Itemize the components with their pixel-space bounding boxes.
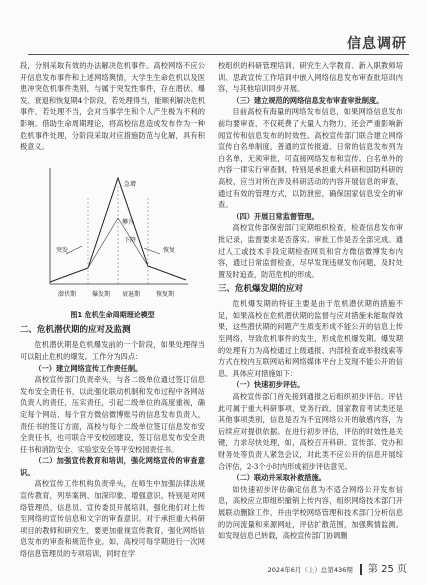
label-decline: 下降 (124, 236, 137, 244)
lifecycle-figure (20, 156, 205, 308)
paragraph: 校组织的科研管理培训、研究生入学教育、新入职教师培训、思政宣传工作培训中嵌入网络信息发布审查批培训内容，与其他培训同步开展。 (218, 61, 403, 94)
issue-info: 2024年6月（上）总第436期 (267, 565, 353, 574)
paragraph: 目前高校有海量的网络发布信息，如果网络信息发布前均要审查，不仅耗费了大量人力物力，还会严重影响新闻宣传和信息发布的时效性。高校宣传部门联合建立网络宣传白名单制度，普通的宣传报道、日常的信息发布列为白名单，无须审批，可直接网络发布和宣传。白名单外的内容一律实行审查制，特别是承担重大科研和国防科研的高校，应当对所在涉及科研活动的内容开展信息的审查，通过有效的管理方式，以防泄密，确保国家信息安全的审查。 (218, 107, 403, 210)
lifecycle-diagram (20, 156, 205, 308)
label-surge: 急增 (124, 180, 137, 188)
arrow (66, 246, 82, 254)
paragraph: 如快速初步评估确定信息为不适合网络公开发布信息，高校应立即组织撤销上传内容，组织网络技术部门开展联动删除工作，并由学校网络管理和技术部门分析信息的访问流量和来源网址，评估扩散范围，加强舆情监测。如发现信息已转载，高校宣传部门协调删 (218, 484, 403, 541)
phase-label: 潜伏期 (58, 290, 77, 298)
left-column (20, 60, 205, 560)
paragraph: 段，分别采取有效的办法解决危机事件。高校网络不应公开信息发布事件和上述网络舆情，大学生生命危机以及医患冲突危机事件类别，与属于突发性事件，存在潜伏、爆发、衰退和恢复期4个阶段，若处理得当，能顺利解决危机事件，若处理不当，会对当事学生和个人产生极为不利的影响。借助生命周期理论，将高校信息造成发布作为一种危机事件处理，分阶段采取对应措施防范与化解，具有积极意义。 (20, 61, 205, 152)
label-recover: 恢复 (163, 246, 176, 254)
paragraph: 高校宣传部门负责牵头，与各二级单位通过签订信息发布安全责任书，以此强化联动机制和发布过程中各网站负责人的责任，压实责任，引起二级单位的高度重视，确定每个网站、每个官方微信微博账号的信息发布负责人，责任书的签订方面，高校与每个二级单位签订信息发布安全责任书，也可联合平安校园建设，签订信息发布安全责任书和消防安全、实验室安全等平安校园责任书。 (20, 375, 205, 454)
paragraph: 高校宣传工作机构负责牵头，在师生中加强法律法规宣传教育，列举案例、加深印象、增强意识。特别是对网络管理员、信息员、宣传委员开展培训，强化他们对上传至网络的宣传信息和文字的审查意识。对于承担重大科研项目的教师和研究生，要更加重视宣传教育，强化网络信息发布的审查和规范作业。如，高校可每学期进行一次网络信息管理员的专项培训，同时在学 (20, 479, 205, 559)
page-number: 第 25 页 (367, 563, 407, 575)
paragraph: 危机爆发期的特征主要是由于危机潜伏期的措施不足，如果高校在危机潜伏期的监督与应对措施未能取得效果，这些潜伏期的问题产生质变形成不能公开的信息上传至网络，导致危机事件的发生，形成危机爆发期。爆发期的处理有力为高校通过上级通报、内部检查或举报线索等方式在校内互联网站和网络媒体平台上发现不能公开的信息。具体应对措施如下： (218, 299, 403, 378)
phase-label: 恢复期 (156, 290, 175, 298)
paragraph: 高校宣传部门首先接到通报之后组织初步评估。评估此可属于重大科研事项、党务行政、国家教育考试类还是其他事项类别，信息是否为不宜网络公开的敏感内容，为后续应对提供依据。在进行初步评估，评估的时效性是关键，力求尽快处理，如，高校召开科研、宣传部、党办和财务处等负责人紧急会议，对此类不应公开的信息开展综合评估，2-3个小时内形成初步评估意见。 (218, 392, 403, 471)
phase-label: 衰退期 (122, 290, 141, 298)
label-outbreak: 突发 (56, 246, 69, 254)
label-grow: 攀升 (122, 218, 135, 226)
footer-divider (360, 564, 362, 575)
subheading: （三）建立规范的网络信息发布审查审批制度。 (232, 95, 384, 105)
subheading: （一）快速初步评估。 (232, 380, 305, 390)
arrow (144, 248, 160, 254)
phase-label: 爆发期 (92, 290, 111, 298)
section-heading: 二、危机潜伏期的应对及监测 (20, 325, 131, 336)
paragraph: 危机潜伏期是危机爆发前的一个阶段，如果处理得当可以阻止危机的爆发。工作分为四点： (20, 340, 205, 361)
figure-caption: 图1 危机生命周期理论模型 (70, 310, 155, 319)
right-column (218, 60, 403, 542)
section-title: 信息调研 (347, 36, 407, 52)
subheading: （二）联动并采取补救措施。 (232, 473, 326, 483)
paragraph: 高校宣传部保密部门定期组织检查，检查信息发布审批记录，监督要求是否落实、审批工作是否全部完成。通过人工或技术手段定期检查网页和官方微信微博发布内容，通过日常监督检查，尽早发现违规发布问题，及时处置及时追查，防范危机的形成。 (218, 223, 403, 279)
subheading: （一）建立网络宣传工作责任制。 (34, 363, 143, 373)
page-footer (268, 560, 407, 576)
header-rule (28, 54, 409, 55)
subheading: （四）开展日常监督管理。 (232, 211, 319, 221)
subheading: （二）加强宣传教育和培训，强化网络宣传的审查意识。 (20, 456, 205, 477)
section-heading: 三、危机爆发期的应对 (218, 284, 304, 295)
